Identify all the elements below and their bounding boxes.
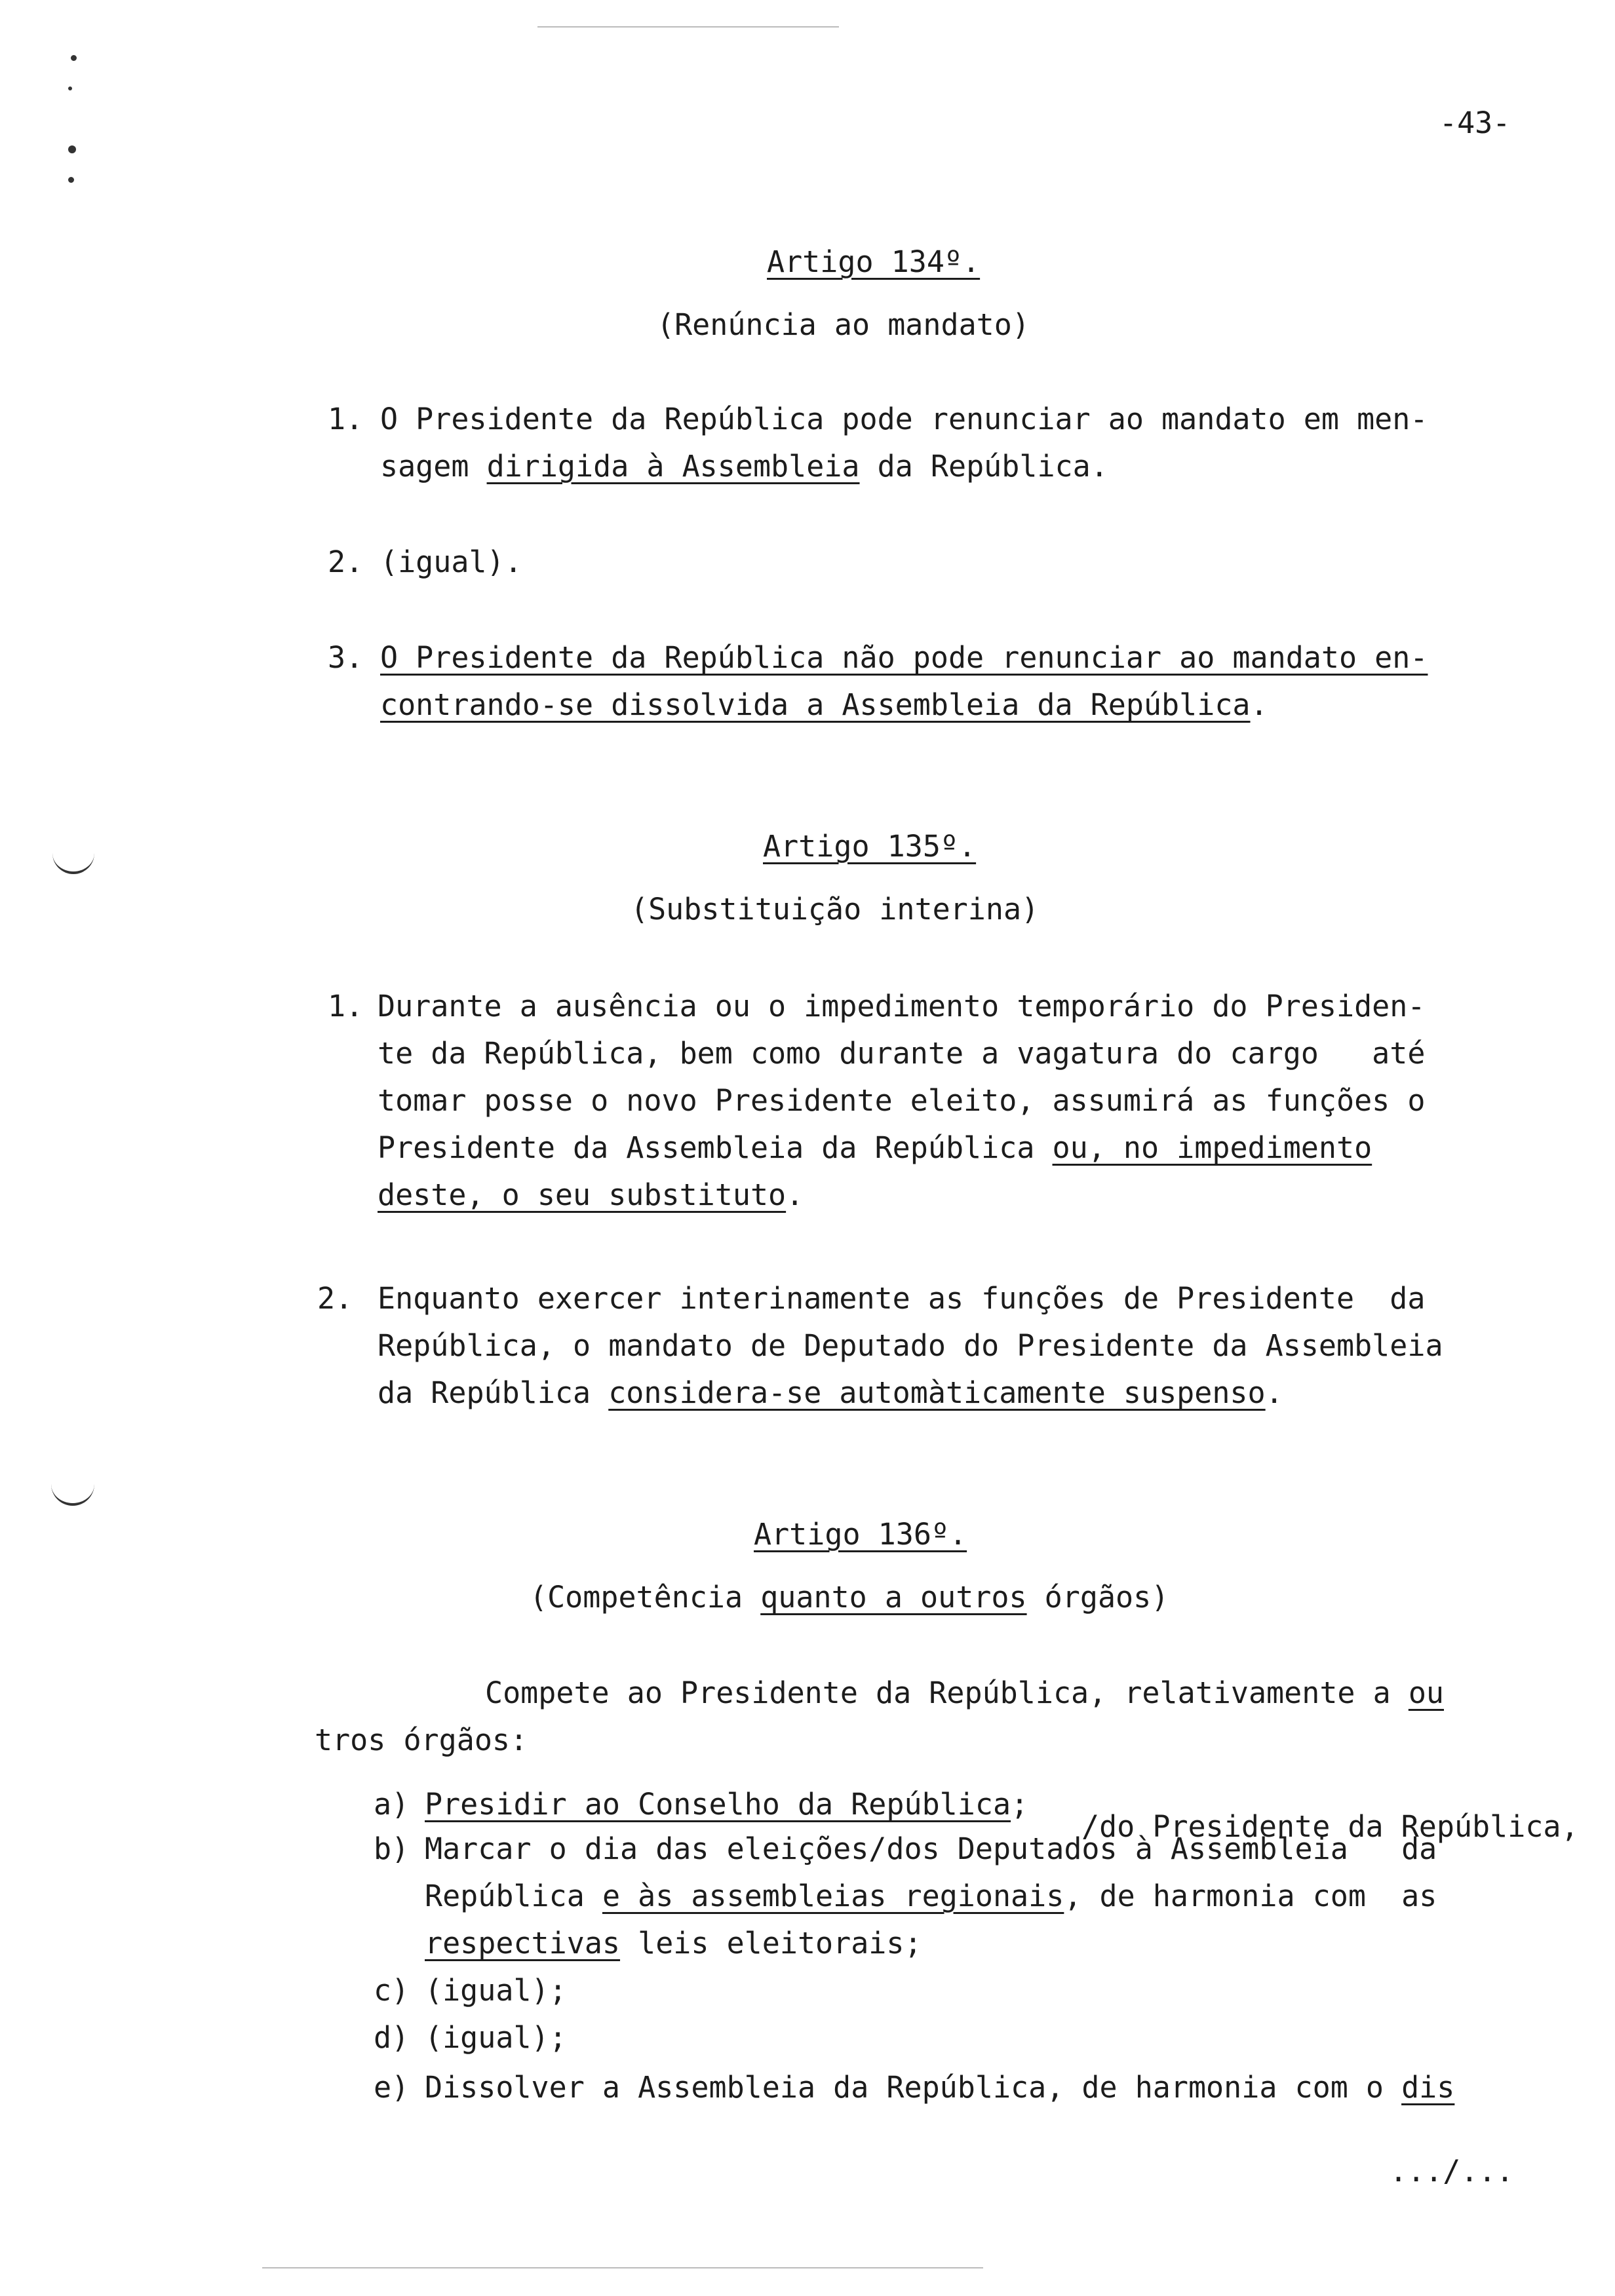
scan-artifact-top xyxy=(537,26,839,28)
paragraph-line: O Presidente da República não pode renunciar ao mandato en- xyxy=(380,640,1428,675)
continuation-mark: .../... xyxy=(1390,2154,1514,2189)
paragraph-number: 1. xyxy=(328,989,364,1024)
paragraph-number: 1. xyxy=(328,402,364,436)
item-label: c) xyxy=(374,1973,410,2008)
scan-artifact-bottom xyxy=(262,2267,983,2268)
article-135-subtitle: (Substituição interina) xyxy=(631,892,1040,927)
paragraph-line: tros órgãos: xyxy=(315,1723,528,1757)
item-line: Marcar o dia das eleições/dos Deputados à Assembleia da xyxy=(425,1831,1437,1866)
item-label: d) xyxy=(374,2020,410,2055)
article-134-title: Artigo 134º. xyxy=(767,244,981,279)
item-line: (igual); xyxy=(425,2020,567,2055)
margin-dot xyxy=(71,55,77,61)
item-label: e) xyxy=(374,2070,410,2105)
hole-punch-mark xyxy=(52,845,94,874)
paragraph-line: (igual). xyxy=(380,545,522,579)
item-line: respectivas leis eleitorais; xyxy=(425,1926,922,1961)
paragraph-line: Presidente da Assembleia da República ou, no impedimento xyxy=(378,1130,1372,1165)
item-line: Dissolver a Assembleia da República, de harmonia com o dis xyxy=(425,2070,1455,2105)
paragraph-line: te da República, bem como durante a vagatura do cargo até xyxy=(378,1036,1426,1071)
article-135-title: Artigo 135º. xyxy=(763,829,977,864)
article-136-title: Artigo 136º. xyxy=(754,1517,967,1552)
paragraph-line: Enquanto exercer interinamente as funções de Presidente da xyxy=(378,1281,1426,1316)
paragraph-line: da República considera-se automàticamente suspenso. xyxy=(378,1375,1283,1410)
paragraph-line: contrando-se dissolvida a Assembleia da República. xyxy=(380,687,1268,722)
item-line: República e às assembleias regionais, de harmonia com as xyxy=(425,1879,1437,1913)
paragraph-line: sagem dirigida à Assembleia da República. xyxy=(380,449,1108,484)
paragraph-line: tomar posse o novo Presidente eleito, assumirá as funções o xyxy=(378,1083,1426,1118)
margin-dot xyxy=(68,86,72,90)
margin-dot xyxy=(68,177,74,183)
paragraph-line: Compete ao Presidente da República, relativamente a ou xyxy=(485,1675,1444,1710)
handwritten-insertion: /do Presidente da República, xyxy=(1081,1809,1579,1844)
paragraph-number: 2. xyxy=(328,545,364,579)
item-line: Presidir ao Conselho da República; xyxy=(425,1787,1029,1822)
paragraph-line: O Presidente da República pode renunciar ao mandato em men- xyxy=(380,402,1428,436)
item-label: b) xyxy=(374,1831,410,1866)
hole-punch-mark xyxy=(51,1477,94,1506)
paragraph-number: 3. xyxy=(328,640,364,675)
article-136-subtitle: (Competência quanto a outros órgãos) xyxy=(530,1580,1169,1615)
item-label: a) xyxy=(374,1787,410,1822)
page-number: -43- xyxy=(1439,105,1511,140)
paragraph-line: deste, o seu substituto. xyxy=(378,1177,804,1212)
item-line: (igual); xyxy=(425,1973,567,2008)
margin-dot xyxy=(68,145,76,153)
article-134-subtitle: (Renúncia ao mandato) xyxy=(657,307,1030,342)
paragraph-line: Durante a ausência ou o impedimento temporário do Presiden- xyxy=(378,989,1426,1024)
paragraph-line: República, o mandato de Deputado do Presidente da Assembleia xyxy=(378,1328,1443,1363)
paragraph-number: 2. xyxy=(317,1281,353,1316)
